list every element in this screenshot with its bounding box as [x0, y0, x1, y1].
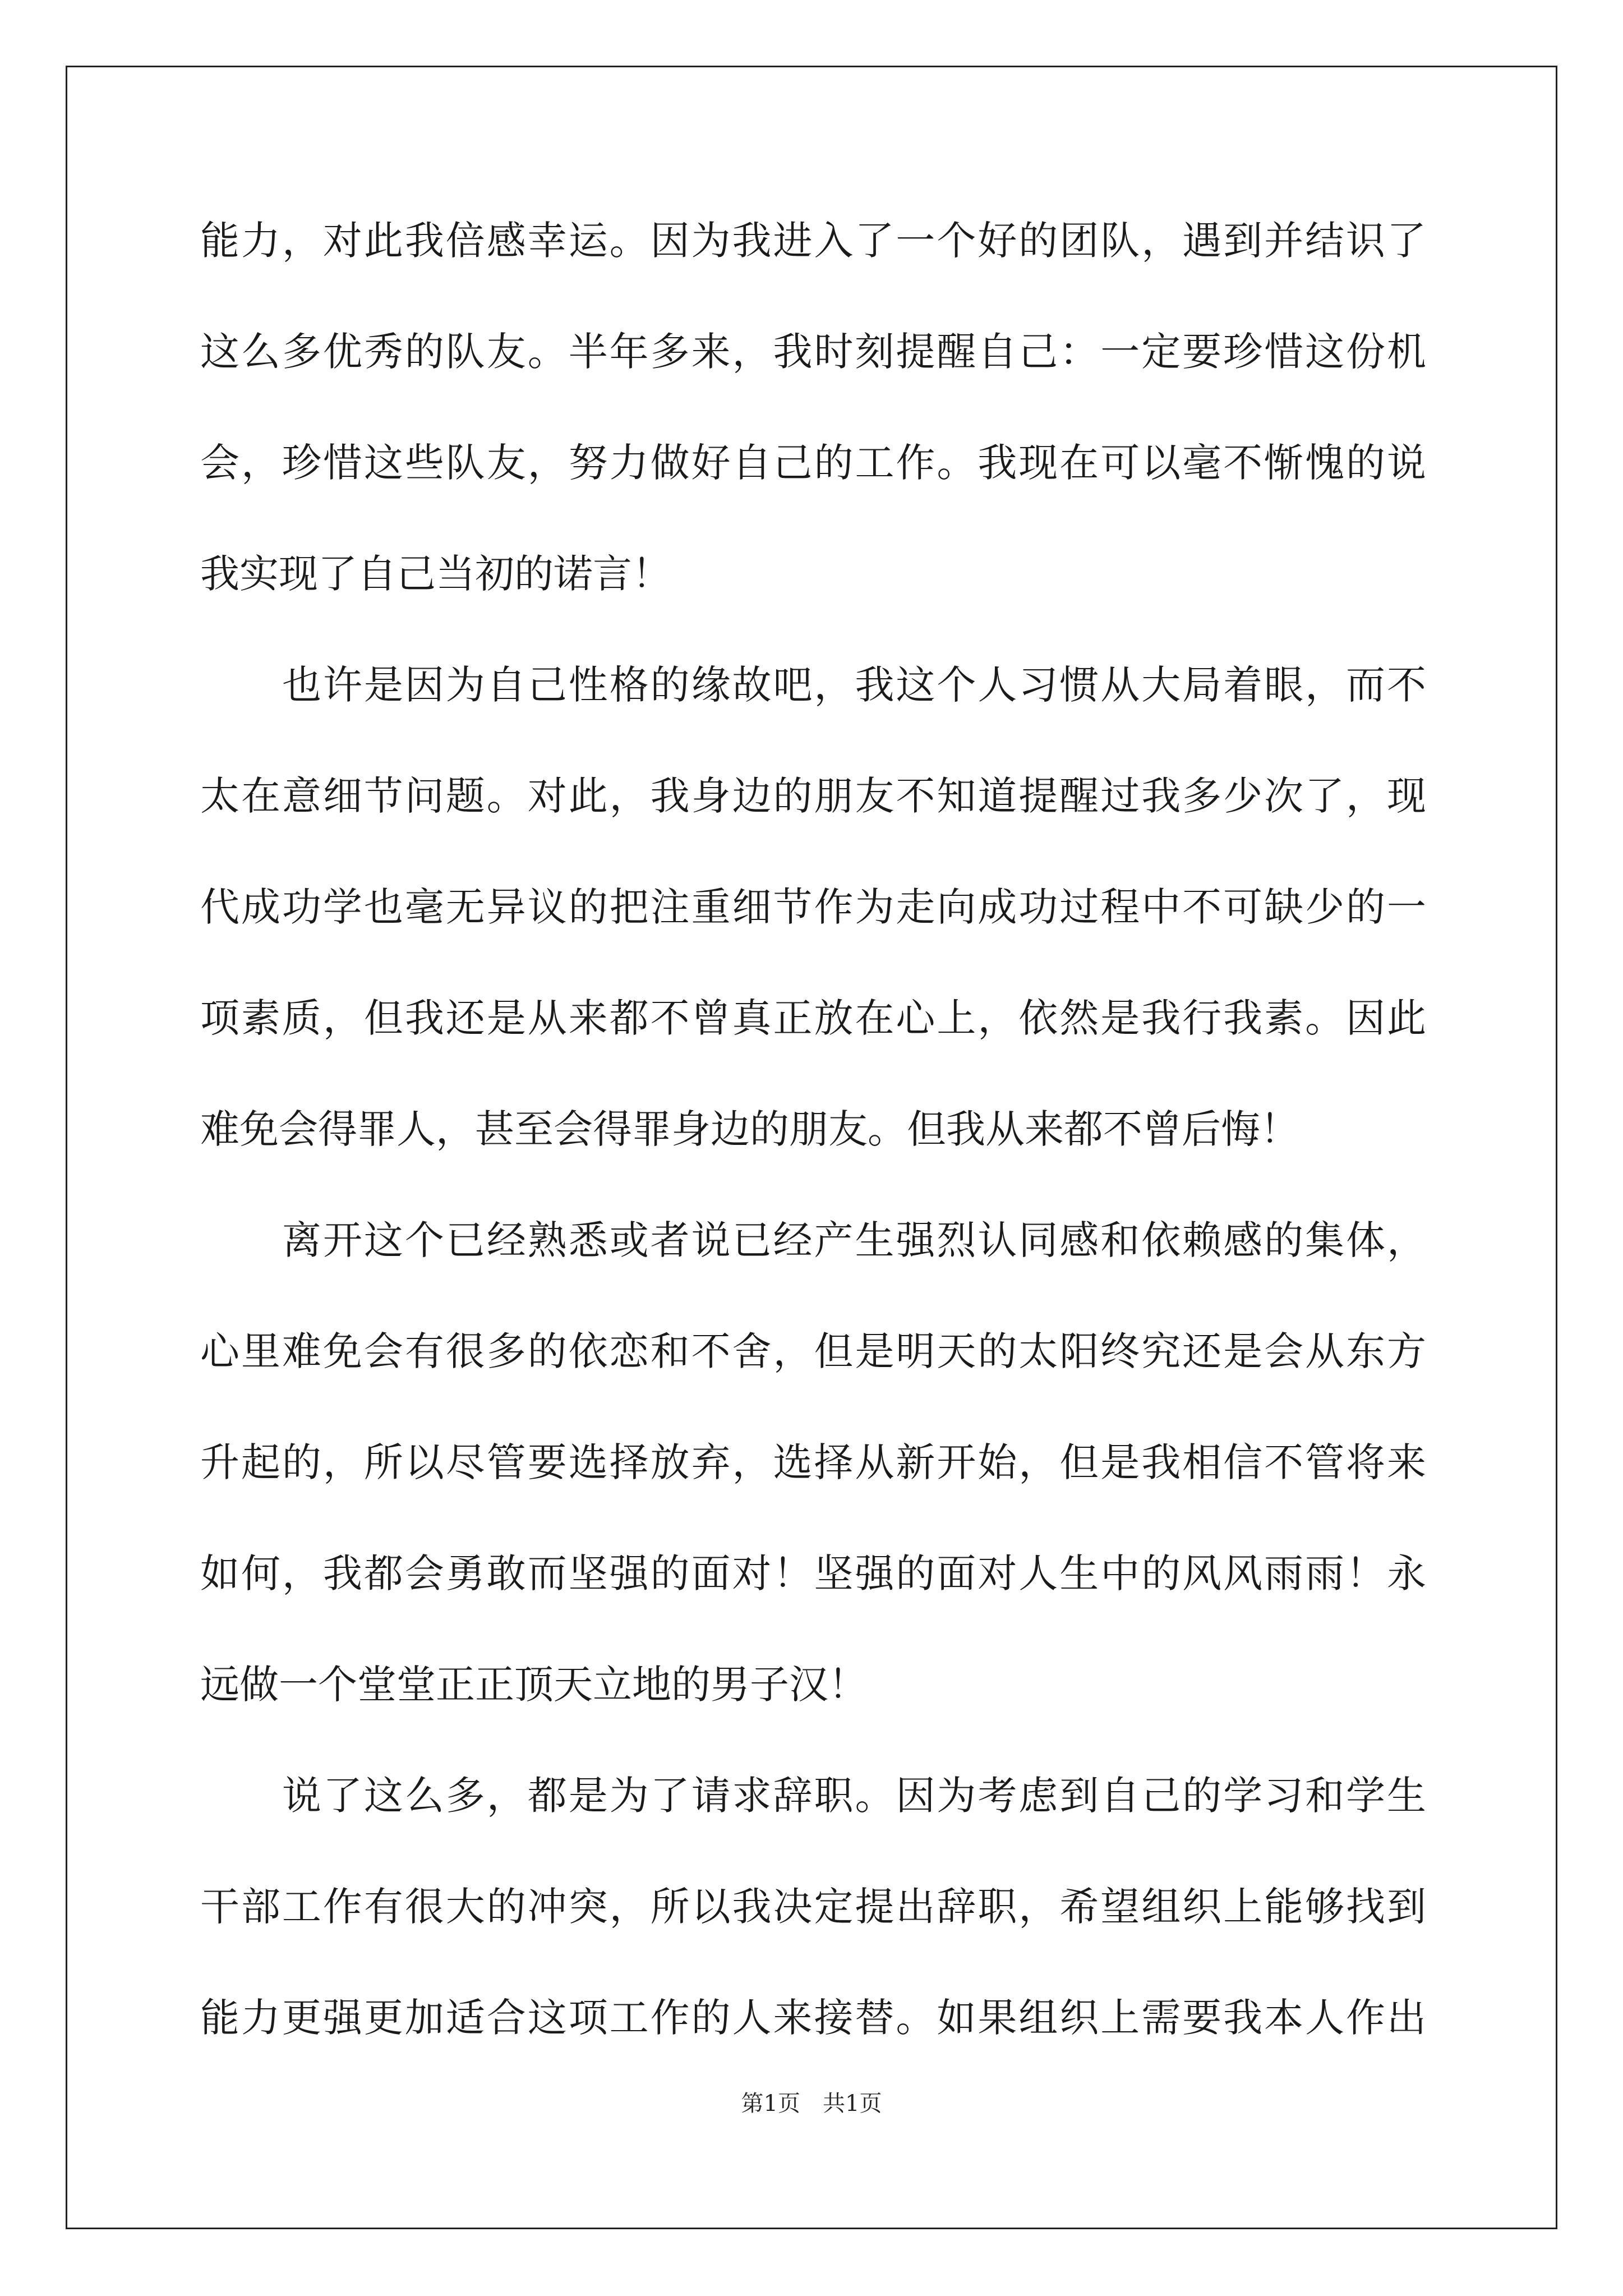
text-line: 代成功学也毫无异议的把注重细节作为走向成功过程中不可缺少的一 — [200, 884, 1426, 930]
text-line: 难免会得罪人，甚至会得罪身边的朋友。但我从来都不曾后悔！ — [200, 1106, 1299, 1152]
text-line: 离开这个已经熟悉或者说已经产生强烈认同感和依赖感的集体， — [282, 1217, 1426, 1263]
text-line: 这么多优秀的队友。半年多来，我时刻提醒自己：一定要珍惜这份机 — [200, 329, 1426, 375]
text-line: 说了这么多，都是为了请求辞职。因为考虑到自己的学习和学生 — [282, 1773, 1426, 1819]
text-line: 会，珍惜这些队友，努力做好自己的工作。我现在可以毫不惭愧的说 — [200, 440, 1426, 486]
text-line: 我实现了自己当初的诺言！ — [200, 551, 671, 597]
text-line: 项素质，但我还是从来都不曾真正放在心上，依然是我行我素。因此 — [200, 995, 1426, 1041]
text-line: 心里难免会有很多的依恋和不舍，但是明天的太阳终究还是会从东方 — [200, 1328, 1426, 1374]
text-line: 也许是因为自己性格的缘故吧，我这个人习惯从大局着眼，而不 — [282, 662, 1426, 708]
text-line: 太在意细节问题。对此，我身边的朋友不知道提醒过我多少次了，现 — [200, 773, 1426, 819]
text-line: 升起的，所以尽管要选择放弃，选择从新开始，但是我相信不管将来 — [200, 1439, 1426, 1485]
text-line: 干部工作有很大的冲突，所以我决定提出辞职，希望组织上能够找到 — [200, 1884, 1426, 1930]
document-body — [200, 185, 1426, 2073]
page-number-footer: 第1页 共1页 — [741, 2091, 882, 2116]
text-line: 远做一个堂堂正正顶天立地的男子汉！ — [200, 1662, 868, 1708]
text-line: 能力更强更加适合这项工作的人来接替。如果组织上需要我本人作出 — [200, 1995, 1426, 2041]
text-line: 如何，我都会勇敢而坚强的面对！坚强的面对人生中的风风雨雨！永 — [200, 1550, 1426, 1596]
text-line: 能力，对此我倍感幸运。因为我进入了一个好的团队，遇到并结识了 — [200, 218, 1426, 264]
